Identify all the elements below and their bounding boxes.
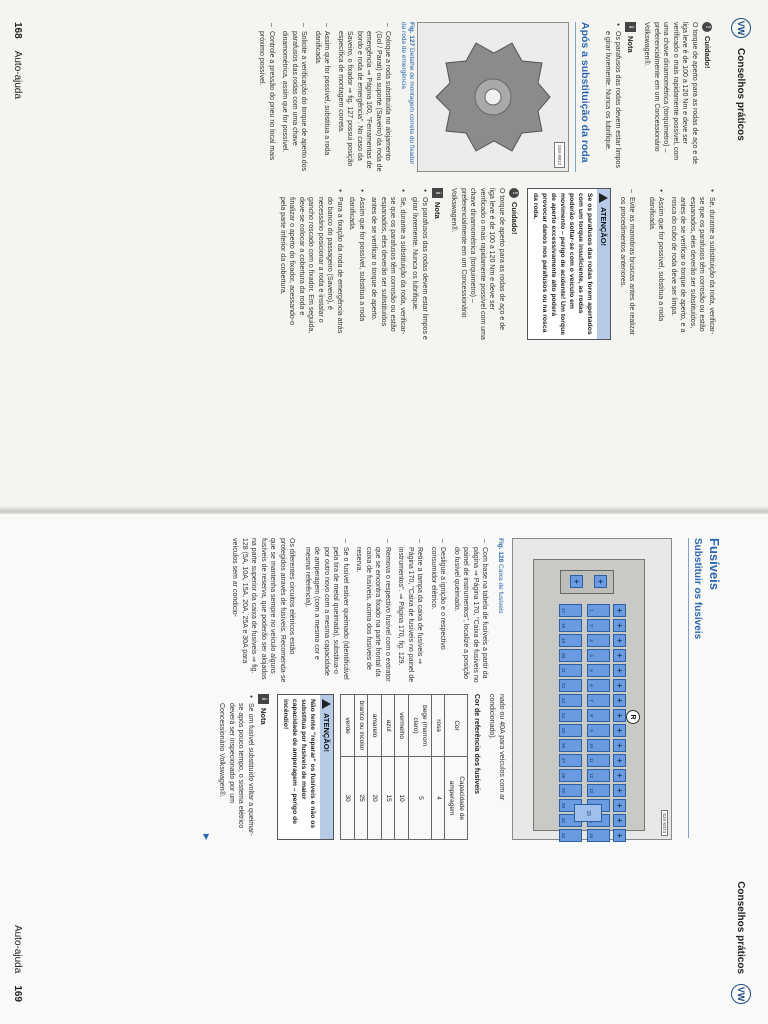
relay-marker: R bbox=[626, 710, 640, 724]
caution-heading bbox=[509, 188, 519, 340]
figure-caption-text: Caixa de fusíveis bbox=[497, 564, 504, 614]
section-subtitle: Substituir os fusíveis bbox=[688, 538, 703, 838]
continue-arrow-icon: ▶ bbox=[202, 833, 211, 840]
table-row bbox=[409, 695, 432, 840]
note-list bbox=[217, 694, 255, 840]
fuse-socket-icon: + bbox=[613, 739, 626, 752]
fuse-socket-icon: + bbox=[613, 769, 626, 782]
fuse-socket-icon: + bbox=[613, 634, 626, 647]
bullet-item: ● Se, durante a substituição da roda, verificar-se que os parafusos têm corrosão ou estão espanados, eles deverão ser substituídos, antes de se verificar o torque de aperto, e a rosca do cubo de roda deve ser limpa. bbox=[669, 197, 717, 340]
steps-list bbox=[257, 22, 393, 172]
table-row bbox=[355, 695, 369, 840]
table-row bbox=[341, 695, 355, 840]
fuse-socket-icon: + bbox=[613, 664, 626, 677]
note-bullet: ● Assim que for possível, substitua a roda danificada. bbox=[347, 197, 366, 340]
fuse-slot: 24 bbox=[559, 709, 582, 722]
fuse-slot: 5 bbox=[587, 664, 610, 677]
warning-heading bbox=[320, 695, 334, 839]
step-item: – Remova o respectivo fusível com o extrator que se encontra fixado na parte frontal da caixa de fusíveis, acima dos fusíveis de reserva. bbox=[354, 547, 392, 684]
fuse-socket-icon: + bbox=[613, 754, 626, 767]
fuse-slot: 13 bbox=[587, 784, 610, 797]
fuse-slot: 20 bbox=[559, 649, 582, 662]
fuse-socket-icon: + bbox=[613, 829, 626, 842]
fuse-slot: 16 bbox=[587, 829, 610, 842]
note-icon: i bbox=[625, 22, 636, 32]
warning-text: Não tente "reparar" os fusíveis e não os substitua por fusíveis de maior capacidade de amperagem – perigo de incêndio! bbox=[282, 699, 316, 829]
note-bullet: ● Os parafusos das rodas devem estar limpos e girar livremente. Nunca os lubrifique. bbox=[410, 197, 429, 340]
caution-title: Cuidado! bbox=[702, 36, 712, 69]
step-item: – Assim que for possível, substitua a roda danificada. bbox=[313, 31, 332, 172]
fuse-slot: 3 bbox=[587, 634, 610, 647]
warning-triangle-icon bbox=[599, 193, 608, 203]
page-header bbox=[728, 18, 754, 141]
fuse-socket-icon: + bbox=[613, 679, 626, 692]
step-item: – Desligue a ignição e o respectivo consumidor elétrico. bbox=[429, 547, 448, 684]
fuse-slot: 11 bbox=[587, 754, 610, 767]
page-footer bbox=[12, 22, 23, 99]
table-header-cell: Cor bbox=[445, 695, 468, 757]
figure-caption-text: Detalhe de montagem correta do fixador da roda de emergência bbox=[400, 22, 416, 165]
page-169 bbox=[0, 514, 768, 1024]
wheel-fixer-illustration bbox=[419, 23, 569, 171]
figure-caption bbox=[399, 22, 416, 172]
warning-text: Se os parafusos das rodas forem apertados com um torque insuficiente, as rodas poderão soltar-se com o veículo em movimento – perigo de acidente! Um torque de aperto excessivamente alto poderá provocar danos nos parafusos ou na rosca da roda. bbox=[532, 193, 593, 336]
table-cell: 10 bbox=[395, 757, 409, 840]
warning-title: ATENÇÃO! bbox=[322, 713, 332, 753]
fuse-slot: 22 bbox=[559, 679, 582, 692]
fuse-puller bbox=[560, 570, 614, 594]
fuse-socket-icon: + bbox=[613, 814, 626, 827]
note-icon: i bbox=[432, 188, 443, 198]
warning-title: ATENÇÃO! bbox=[599, 207, 609, 247]
table-cell: azul bbox=[382, 695, 396, 757]
extra-step bbox=[618, 188, 637, 340]
bullets-top bbox=[647, 188, 717, 340]
fuses-paragraph-cont: nado ou 40A para veículos com ar condicionado). bbox=[488, 694, 505, 801]
table-cell: verde bbox=[341, 695, 355, 757]
fuse-slot: 31 bbox=[559, 814, 582, 827]
warning-heading bbox=[597, 189, 611, 339]
table-header-cell: Capacidade de amperagem bbox=[445, 757, 468, 840]
caution-heading bbox=[702, 22, 712, 172]
step-item: – Coloque a roda substituída no alojamento (Gol / Parati) ou suporte (Saveiro) da roda de emergência ⇒ Página 160, "Ferramentas de bordo e roda de emergência". No caso da Saveiro, o fixador ⇒ fig. 127 possui posição específica de montagem correta. bbox=[336, 31, 393, 172]
table-cell: 5 bbox=[409, 757, 432, 840]
fuse-socket-icon: + bbox=[613, 724, 626, 737]
figure-code: S3X-0474 bbox=[661, 810, 668, 836]
fuse-slot: 19 bbox=[559, 634, 582, 647]
page-header bbox=[728, 881, 754, 1004]
section-title: Após a substituição da roda bbox=[576, 22, 590, 172]
left-column-2 bbox=[272, 188, 717, 340]
fuses-paragraph: Os diferentes circuitos elétricos estão protegidos através de fusíveis. Recomenda-se que se mantenha sempre no veículo alguns fusíveis de reserva, que poderão ser alojados na parte superior da caixa de fusíveis ⇒ fig. 128 (5A, 10A, 15A, 20A, 25A e 30A para veículos sem ar condicio- bbox=[231, 538, 296, 683]
step-item: – Solicite a verificação do torque de aperto dos parafusos das rodas com uma chave dinamométrica, assim que for possível. bbox=[280, 31, 309, 172]
table-cell: branco ou incolor bbox=[355, 695, 369, 757]
fuse-slot: 23 bbox=[559, 694, 582, 707]
note-list bbox=[278, 188, 430, 340]
note-bullet: ● Se, durante a substituição da roda, verificar-se que os parafusos têm corrosão ou estão espanados, eles deverão ser substituídos antes de se verificar o torque de aperto. bbox=[369, 197, 407, 340]
step-item: – Com base na tabela de fusíveis a partir da página ⇒ Página 170, "Caixa de fusíveis no painel de instrumentos", localize a posição do fusível queimado. bbox=[452, 547, 490, 684]
vw-logo-icon: VW bbox=[731, 984, 751, 1004]
page-number: 169 bbox=[12, 985, 23, 1002]
fuse-slot: 27 bbox=[559, 754, 582, 767]
caution-icon: ! bbox=[702, 22, 712, 32]
left-column-1 bbox=[251, 22, 716, 172]
fuse-slot: 29 bbox=[559, 784, 582, 797]
right-column-1 bbox=[224, 538, 506, 684]
fuse-plug-row bbox=[613, 604, 626, 842]
table-row bbox=[395, 695, 409, 840]
fuse-slot: 4 bbox=[587, 649, 610, 662]
fuse-socket-icon: + bbox=[613, 604, 626, 617]
table-cell: 4 bbox=[432, 757, 446, 840]
puller-slot-icon: + bbox=[570, 575, 583, 588]
header-title: Conselhos práticos bbox=[735, 881, 747, 974]
puller-slot-icon: + bbox=[594, 575, 607, 588]
table-row bbox=[432, 695, 446, 840]
table-cell: bege (marrom claro) bbox=[409, 695, 432, 757]
fuse-slot: 10 bbox=[587, 739, 610, 752]
fuse-slot: 18 bbox=[559, 619, 582, 632]
fuse-color-table bbox=[341, 694, 469, 840]
table-title: Cor de referência dos fusíveis bbox=[473, 694, 480, 794]
page-number: 168 bbox=[12, 22, 23, 39]
fuse-slot: 6 bbox=[587, 679, 610, 692]
caution-text: O torque de aperto para as rodas de aço e de liga leve é de 100 a 120 Nm e deve ser verificado o mais rapidamente possível com uma chave dinamométrica (torquímetro) – preferencialmente em um Concessionário Volkswagen®. bbox=[450, 188, 505, 340]
table-cell: rosa bbox=[432, 695, 446, 757]
figure-label: Fig. 127 bbox=[408, 22, 416, 47]
caution-title: Cuidado! bbox=[509, 202, 519, 235]
section-title: Fusíveis bbox=[707, 538, 722, 591]
page-168 bbox=[0, 0, 768, 510]
page-footer bbox=[12, 925, 23, 1002]
note-title: Nota bbox=[259, 708, 269, 725]
table-cell: vermelho bbox=[395, 695, 409, 757]
note-heading bbox=[625, 22, 636, 172]
fuse-slot: 1 bbox=[587, 604, 610, 617]
fuse-slot: 32 bbox=[559, 829, 582, 842]
fuse-slot: 17 bbox=[559, 604, 582, 617]
fuse-slot: 21 bbox=[559, 664, 582, 677]
fuse-socket-icon: + bbox=[613, 649, 626, 662]
figure-127 bbox=[418, 22, 570, 172]
fuse-socket-icon: + bbox=[613, 694, 626, 707]
fuse-slot: 7 bbox=[587, 694, 610, 707]
note-list bbox=[603, 22, 622, 172]
note-heading bbox=[432, 188, 443, 340]
step-item: – Evite as manobras bruscas antes de realizar os procedimentos anteriores. bbox=[618, 197, 637, 340]
bullet-item: ● Assim que for possível, substitua a roda danificada. bbox=[647, 197, 666, 340]
note-heading bbox=[258, 694, 269, 840]
fuse-slot: 12 bbox=[587, 769, 610, 782]
table-cell: 15 bbox=[382, 757, 396, 840]
fuse-socket-icon: + bbox=[613, 619, 626, 632]
steps-list bbox=[303, 538, 490, 684]
step-item: – Controle a pressão do pneu no local mais próximo possível. bbox=[257, 31, 276, 172]
fuse-box bbox=[533, 559, 645, 838]
table-cell: 20 bbox=[368, 757, 382, 840]
fuse-slot: 30 bbox=[559, 799, 582, 812]
warning-triangle-icon bbox=[322, 699, 331, 709]
footer-title: Auto-ajuda bbox=[12, 50, 23, 100]
figure-label: Fig. 128 bbox=[497, 538, 504, 563]
fuse-slot: 9 bbox=[587, 724, 610, 737]
spare-fuse: 33 bbox=[574, 804, 602, 822]
table-cell: 30 bbox=[341, 757, 355, 840]
table-row bbox=[382, 695, 396, 840]
note-bullet: ● Se um fusível substituído voltar a queimar-se após pouco tempo, o sistema elétrico deverá ser inspecionado por um Concessionário Volkswagen®. bbox=[217, 703, 255, 840]
fuse-slot: 2 bbox=[587, 619, 610, 632]
fuse-slot: 8 bbox=[587, 709, 610, 722]
warning-box bbox=[277, 694, 335, 840]
fuse-slot: 26 bbox=[559, 739, 582, 752]
fuses-section-head bbox=[682, 538, 722, 838]
note-title: Nota bbox=[626, 36, 636, 53]
caution-text: O torque de aperto para as rodas de aço e de liga leve é de 100 a 120 Nm e deve ser verificado o mais rapidamente possível, com uma chave dinamométrica (torquímetro) – preferencialmente em um Concessionário Volkswagen®. bbox=[643, 22, 698, 165]
step-item: – Se o fusível estiver queimado (identificável pela tira de metal queimada), substitua-o por outro novo com a mesma capacidade de amperagem (com a mesma cor e mesma referência). bbox=[303, 547, 351, 684]
header-title: Conselhos práticos bbox=[735, 48, 747, 141]
fuse-slot: 28 bbox=[559, 769, 582, 782]
note-bullet: ● Os parafusos das rodas devem estar limpos e girar livremente. Nunca os lubrifique. bbox=[603, 31, 622, 172]
fuse-socket-icon: + bbox=[613, 784, 626, 797]
table-header-row bbox=[445, 695, 468, 840]
note-title: Nota bbox=[433, 202, 443, 219]
vw-logo-icon: VW bbox=[731, 18, 751, 38]
figure-code: S3X-0012 bbox=[554, 142, 566, 168]
fuse-socket-icon: + bbox=[613, 799, 626, 812]
figure-caption bbox=[496, 538, 505, 684]
note-icon: i bbox=[258, 694, 269, 704]
table-cell: 25 bbox=[355, 757, 369, 840]
caution-icon: ! bbox=[509, 188, 519, 198]
table-row bbox=[368, 695, 382, 840]
figure-128 bbox=[512, 538, 672, 840]
table-cell: amarelo bbox=[368, 695, 382, 757]
right-column-2 bbox=[202, 694, 507, 840]
warning-box bbox=[527, 188, 612, 340]
step-item: – Retire a tampa da caixa de fusíveis ⇒ Página 170, "Caixa de fusíveis no painel de instrumentos". ⇒ Página 170, fig. 129. bbox=[396, 547, 425, 684]
fuse-slot: 25 bbox=[559, 724, 582, 737]
note-bullet: ● Para a fixação da roda de emergência atrás do banco do passageiro (Saveiro), é necessário posicionar a roda e instalar o gancho roscado com o fixador. Em seguida, deve-se colocar a cobertura da roda e finalizar o aperto do fixador, acessando-o pela parte inferior da cobertura. bbox=[278, 197, 345, 340]
fuse-socket-icon: + bbox=[613, 709, 626, 722]
footer-title: Auto-ajuda bbox=[12, 924, 23, 974]
